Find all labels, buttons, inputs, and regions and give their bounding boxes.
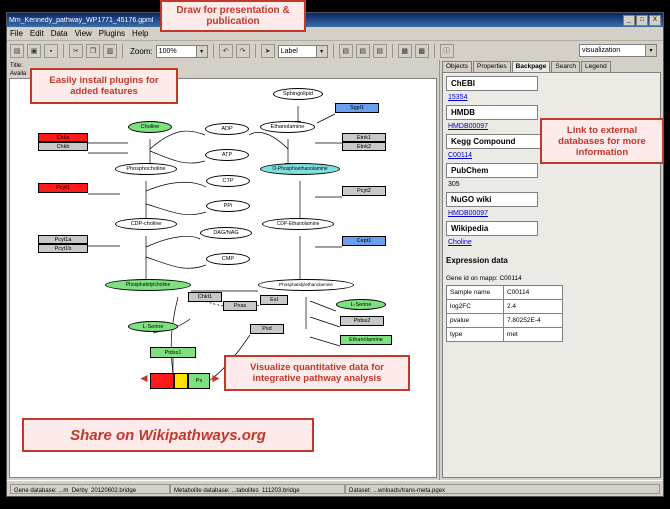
save-icon[interactable]: ▪ bbox=[44, 44, 58, 58]
node-pcyt2[interactable]: Pcyt2 bbox=[342, 186, 386, 196]
expression-key: log2FC bbox=[447, 300, 504, 314]
menu-item-plugins[interactable]: Plugins bbox=[98, 29, 126, 38]
undo-icon[interactable]: ↶ bbox=[219, 44, 233, 58]
title-bar bbox=[7, 13, 663, 27]
pathway-panel bbox=[7, 60, 440, 480]
menu-item-edit[interactable]: Edit bbox=[29, 29, 44, 38]
db-link-hmdb[interactable]: HMDB00097 bbox=[448, 123, 489, 130]
chevron-down-icon[interactable]: ▾ bbox=[316, 46, 327, 57]
copy-icon[interactable]: ❐ bbox=[86, 44, 100, 58]
node-ppi[interactable]: PPi bbox=[206, 200, 250, 212]
status-gene-database: Gene database: ...m_Derby_20120602.bridge bbox=[10, 484, 170, 494]
node-pcyt1[interactable]: Pcyt1 bbox=[38, 183, 88, 193]
node-sphingolipid[interactable]: Sphingolipid bbox=[273, 88, 323, 100]
db-name-pubchem: PubChem bbox=[446, 163, 538, 178]
node-chkt1[interactable]: Chkt1 bbox=[188, 292, 222, 302]
new-icon[interactable]: ▤ bbox=[10, 44, 24, 58]
zoom-label: Zoom: bbox=[130, 46, 153, 56]
node-choline[interactable]: Choline bbox=[128, 121, 172, 133]
node-psd[interactable]: Psd bbox=[250, 324, 284, 334]
node-cdp-choline[interactable]: CDP-choline bbox=[115, 218, 177, 230]
cut-icon[interactable]: ✂ bbox=[69, 44, 83, 58]
node-atp[interactable]: ATP bbox=[205, 149, 249, 161]
status-dataset: Dataset: ...wnloads/trans-meta.pgex bbox=[345, 484, 660, 494]
callout-visualize-data: Visualize quantitative data for integrative pathway analysis bbox=[224, 355, 410, 391]
window-controls bbox=[623, 15, 661, 26]
menu-bar bbox=[7, 27, 663, 41]
node-cept1[interactable]: Cept1 bbox=[342, 236, 386, 246]
callout-external-databases: Link to external databases for more information bbox=[540, 118, 664, 164]
info-icon[interactable]: ⓘ bbox=[440, 44, 454, 58]
selection-marker-left: ◄ bbox=[138, 371, 150, 385]
side-panel-tabs bbox=[440, 60, 663, 72]
zoom-value: 100% bbox=[158, 47, 177, 55]
toolbar-separator bbox=[63, 44, 64, 58]
db-link-nugo-wiki[interactable]: HMDB00097 bbox=[448, 210, 489, 217]
node-l-serine-left[interactable]: L-Serine bbox=[128, 321, 178, 332]
table-row bbox=[447, 314, 563, 328]
node-esl[interactable]: Esl bbox=[260, 295, 288, 305]
pointer-icon[interactable]: ➤ bbox=[261, 44, 275, 58]
node-chkb[interactable]: Chkb bbox=[38, 142, 88, 151]
node-cdp-ethanolamine[interactable]: CDP-Ethanolamine bbox=[262, 218, 334, 230]
expression-data-title: Expression data bbox=[446, 256, 508, 265]
chevron-down-icon[interactable]: ▾ bbox=[196, 46, 207, 57]
node-ptdss2[interactable]: Ptdss2 bbox=[340, 316, 384, 326]
open-icon[interactable]: ▣ bbox=[27, 44, 41, 58]
db-name-kegg-compound: Kegg Compound bbox=[446, 134, 546, 149]
toolbar-separator bbox=[213, 44, 214, 58]
toolbar-separator bbox=[434, 44, 435, 58]
toolbar-separator bbox=[122, 44, 123, 58]
node-pnas[interactable]: Pnas bbox=[223, 301, 257, 311]
db-name-nugo-wiki: NuGO wiki bbox=[446, 192, 538, 207]
align-center-icon[interactable]: ▤ bbox=[356, 44, 370, 58]
node-ptdss1[interactable]: Ptdss1 bbox=[150, 347, 196, 358]
stack-icon[interactable]: ▩ bbox=[415, 44, 429, 58]
node-o-phosphoethanolamine[interactable]: O-Phosphoethanolamine bbox=[260, 163, 340, 175]
visualization-combo[interactable] bbox=[579, 44, 657, 57]
label-value: Label bbox=[280, 47, 298, 55]
node-etnk1[interactable]: Etnk1 bbox=[342, 133, 386, 142]
callout-share-wikipathways: Share on Wikipathways.org bbox=[22, 418, 314, 452]
node-cmp[interactable]: CMP bbox=[206, 253, 250, 265]
node-pcyt1a[interactable]: Pcyt1a bbox=[38, 235, 88, 244]
info-available: Availa bbox=[10, 71, 27, 77]
menu-item-help[interactable]: Help bbox=[132, 29, 149, 38]
node-sgpl1[interactable]: Sgpl1 bbox=[335, 103, 379, 113]
zoom-combo[interactable] bbox=[156, 45, 208, 58]
toolbar-separator bbox=[255, 44, 256, 58]
node-etnk2[interactable]: Etnk2 bbox=[342, 142, 386, 151]
visualization-value: visualization bbox=[582, 47, 621, 54]
paste-icon[interactable]: ▥ bbox=[103, 44, 117, 58]
chevron-down-icon[interactable]: ▾ bbox=[645, 45, 656, 56]
align-right-icon[interactable]: ▤ bbox=[373, 44, 387, 58]
node-ctp[interactable]: CTP bbox=[206, 175, 250, 187]
db-link-kegg-compound[interactable]: C00114 bbox=[448, 152, 473, 159]
tab-objects[interactable]: Objects bbox=[442, 61, 472, 72]
gene-id-label: Gene id on mapp: C00114 bbox=[446, 275, 522, 282]
minimize-button[interactable]: _ bbox=[623, 15, 635, 26]
expression-value: 7.80252E-4 bbox=[504, 314, 563, 328]
table-row bbox=[447, 328, 563, 342]
expression-key: pvalue bbox=[447, 314, 504, 328]
toolbar-separator bbox=[392, 44, 393, 58]
node-ps-yellow[interactable] bbox=[174, 373, 188, 389]
menu-item-file[interactable]: File bbox=[10, 29, 23, 38]
db-link-wikipedia[interactable]: Choline bbox=[448, 239, 472, 246]
align-left-icon[interactable]: ▤ bbox=[339, 44, 353, 58]
info-title: Title: bbox=[10, 63, 23, 69]
menu-item-view[interactable]: View bbox=[74, 29, 92, 38]
node-ps-green[interactable]: Ps bbox=[188, 373, 210, 389]
tab-search[interactable]: Search bbox=[551, 61, 580, 72]
db-value-pubchem: 305 bbox=[448, 181, 460, 188]
expression-value: met bbox=[504, 328, 563, 342]
group-icon[interactable]: ▦ bbox=[398, 44, 412, 58]
callout-draw-publication: Draw for presentation & publication bbox=[160, 0, 306, 32]
node-phosphatidylethanolamine[interactable]: Phosphatidylethanolamine bbox=[258, 279, 354, 291]
node-adp[interactable]: ADP bbox=[205, 123, 249, 135]
status-bar bbox=[7, 480, 663, 496]
node-chka[interactable]: Chka bbox=[38, 133, 88, 142]
node-ethanolamine-green[interactable]: Ethanolamine bbox=[340, 335, 392, 345]
node-dag-nag[interactable]: DAG/NAG bbox=[200, 227, 252, 239]
table-row bbox=[447, 300, 563, 314]
node-ethanolamine[interactable]: Ethanolamine bbox=[260, 121, 315, 133]
expression-value: 2.4 bbox=[504, 300, 563, 314]
expression-key: type bbox=[447, 328, 504, 342]
expression-table bbox=[446, 285, 563, 342]
label-combo[interactable] bbox=[278, 45, 328, 58]
db-name-wikipedia: Wikipedia bbox=[446, 221, 538, 236]
tab-properties[interactable]: Properties bbox=[473, 61, 511, 72]
close-button[interactable]: X bbox=[649, 15, 661, 26]
node-phosphocholine[interactable]: Phosphocholine bbox=[115, 163, 177, 175]
db-name-hmdb: HMDB bbox=[446, 105, 538, 120]
window-title: Mm_Kennedy_pathway_WP1771_45176.gpml bbox=[9, 16, 154, 24]
table-row bbox=[447, 286, 563, 300]
expression-value: C00114 bbox=[504, 286, 563, 300]
tab-backpage[interactable]: Backpage bbox=[512, 61, 551, 72]
callout-install-plugins: Easily install plugins for added features bbox=[30, 68, 178, 104]
redo-icon[interactable]: ↷ bbox=[236, 44, 250, 58]
maximize-button[interactable]: □ bbox=[636, 15, 648, 26]
node-ps-red[interactable] bbox=[150, 373, 174, 389]
toolbar-separator bbox=[333, 44, 334, 58]
node-l-serine-right[interactable]: L-Serine bbox=[336, 299, 386, 310]
status-metabolite-database: Metabolite database: ...tabolites_111203.bridge bbox=[170, 484, 345, 494]
menu-item-data[interactable]: Data bbox=[50, 29, 68, 38]
db-link-chebi[interactable]: 15354 bbox=[448, 94, 468, 101]
node-phosphatidylcholine[interactable]: Phosphatidylcholine bbox=[105, 279, 191, 291]
node-pcyt1b[interactable]: Pcyt1b bbox=[38, 244, 88, 253]
toolbar bbox=[7, 41, 663, 62]
tab-legend[interactable]: Legend bbox=[581, 61, 611, 72]
selection-marker-right: ► bbox=[210, 371, 222, 385]
db-name-chebi: ChEBI bbox=[446, 76, 538, 91]
expression-key: Sample name bbox=[447, 286, 504, 300]
